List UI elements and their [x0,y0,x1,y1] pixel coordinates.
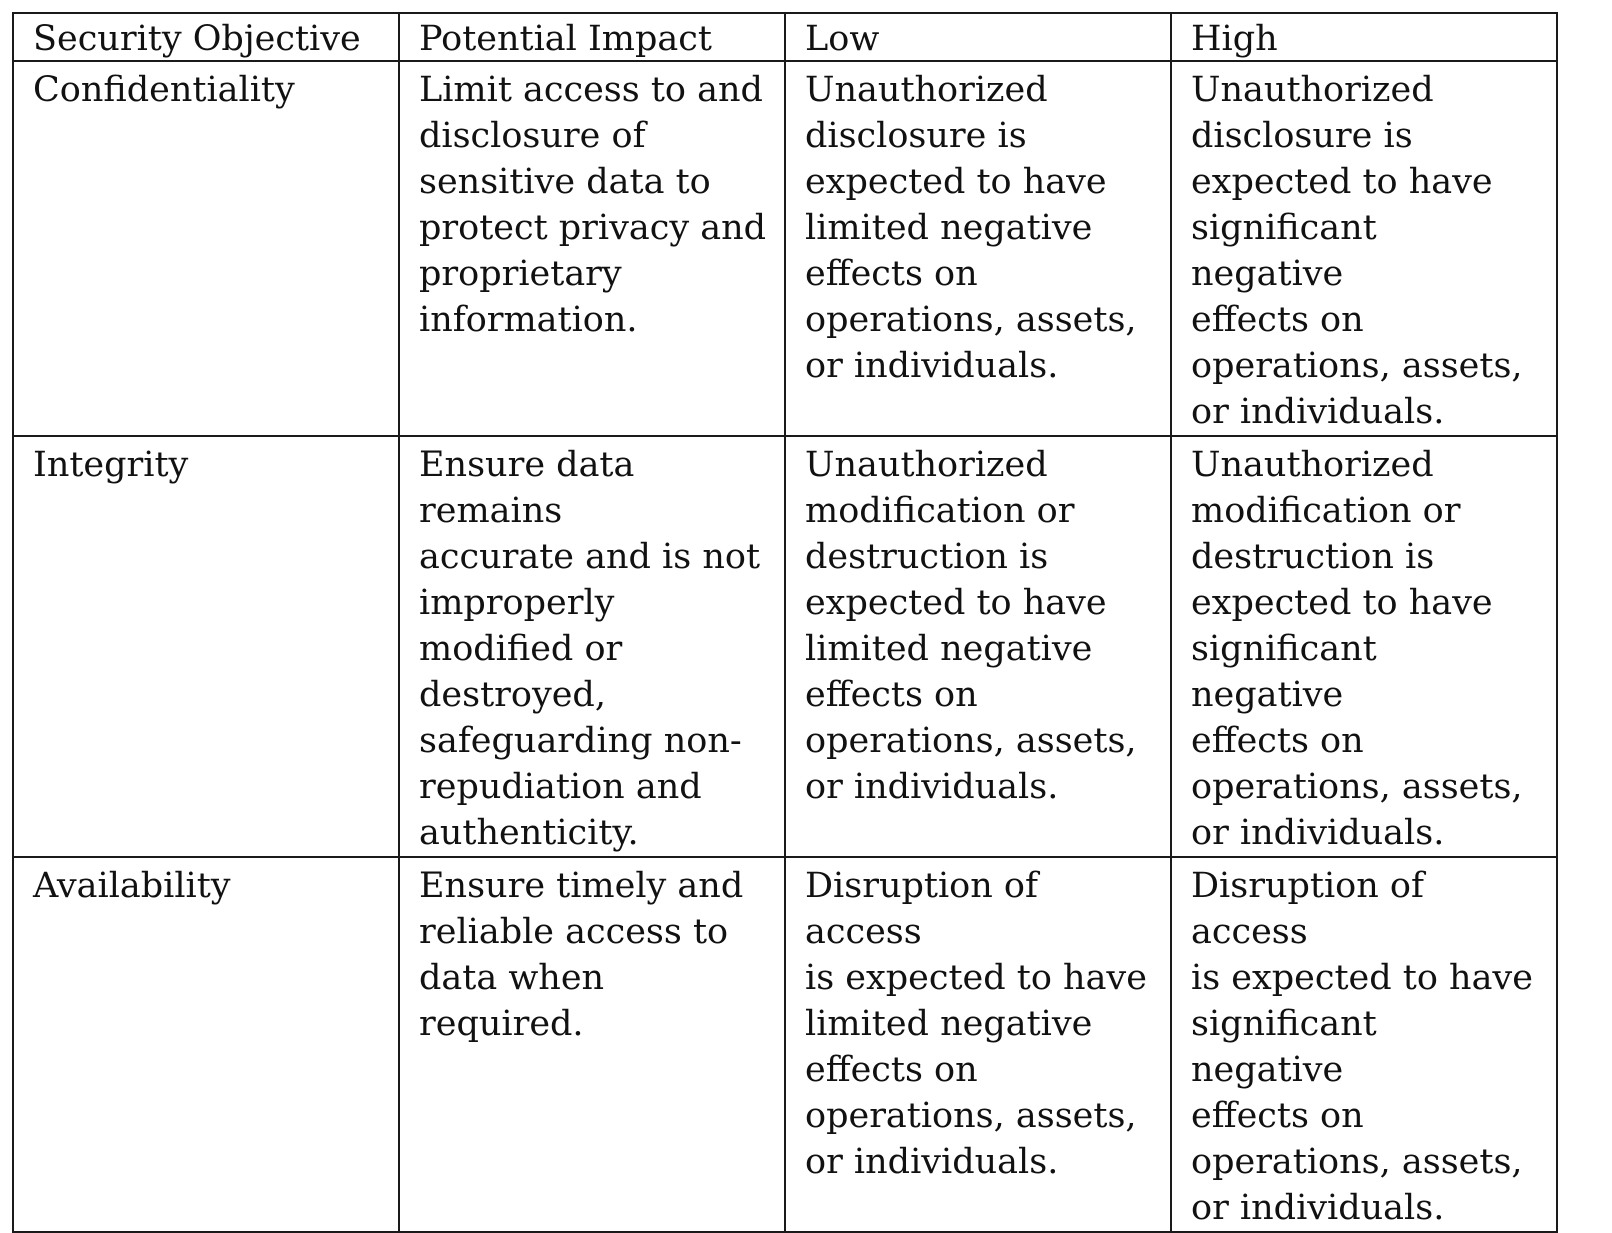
cell-potential-impact: Ensure data remains accurate and is not improperly modified or destroyed, safeguarding non- repudiation and authenticity. [399,436,785,857]
cell-high: Unauthorized modification or destruction is expected to have significant negative effects on operations, assets, or individuals. [1171,436,1557,857]
cell-low: Unauthorized modification or destruction is expected to have limited negative effects on operations, assets, or individuals. [785,436,1171,857]
cell-potential-impact: Ensure timely and reliable access to data when required. [399,857,785,1232]
cell-objective: Integrity [13,436,399,857]
cell-low: Disruption of access is expected to have limited negative effects on operations, assets, or individuals. [785,857,1171,1232]
cell-objective: Confidentiality [13,61,399,436]
cell-high: Disruption of access is expected to have significant negative effects on operations, assets, or individuals. [1171,857,1557,1232]
header-row [13,13,1557,61]
cell-high: Unauthorized disclosure is expected to have significant negative effects on operations, assets, or individuals. [1171,61,1557,436]
cell-potential-impact: Limit access to and disclosure of sensitive data to protect privacy and proprietary information. [399,61,785,436]
table-row-confidentiality [13,61,1557,436]
header-security-objective: Security Objective [13,13,399,61]
table-row-availability [13,857,1557,1232]
header-potential-impact: Potential Impact [399,13,785,61]
security-objectives-table [12,12,1558,1233]
cell-objective: Availability [13,857,399,1232]
header-high: High [1171,13,1557,61]
header-low: Low [785,13,1171,61]
cell-low: Unauthorized disclosure is expected to have limited negative effects on operations, assets, or individuals. [785,61,1171,436]
table-row-integrity [13,436,1557,857]
